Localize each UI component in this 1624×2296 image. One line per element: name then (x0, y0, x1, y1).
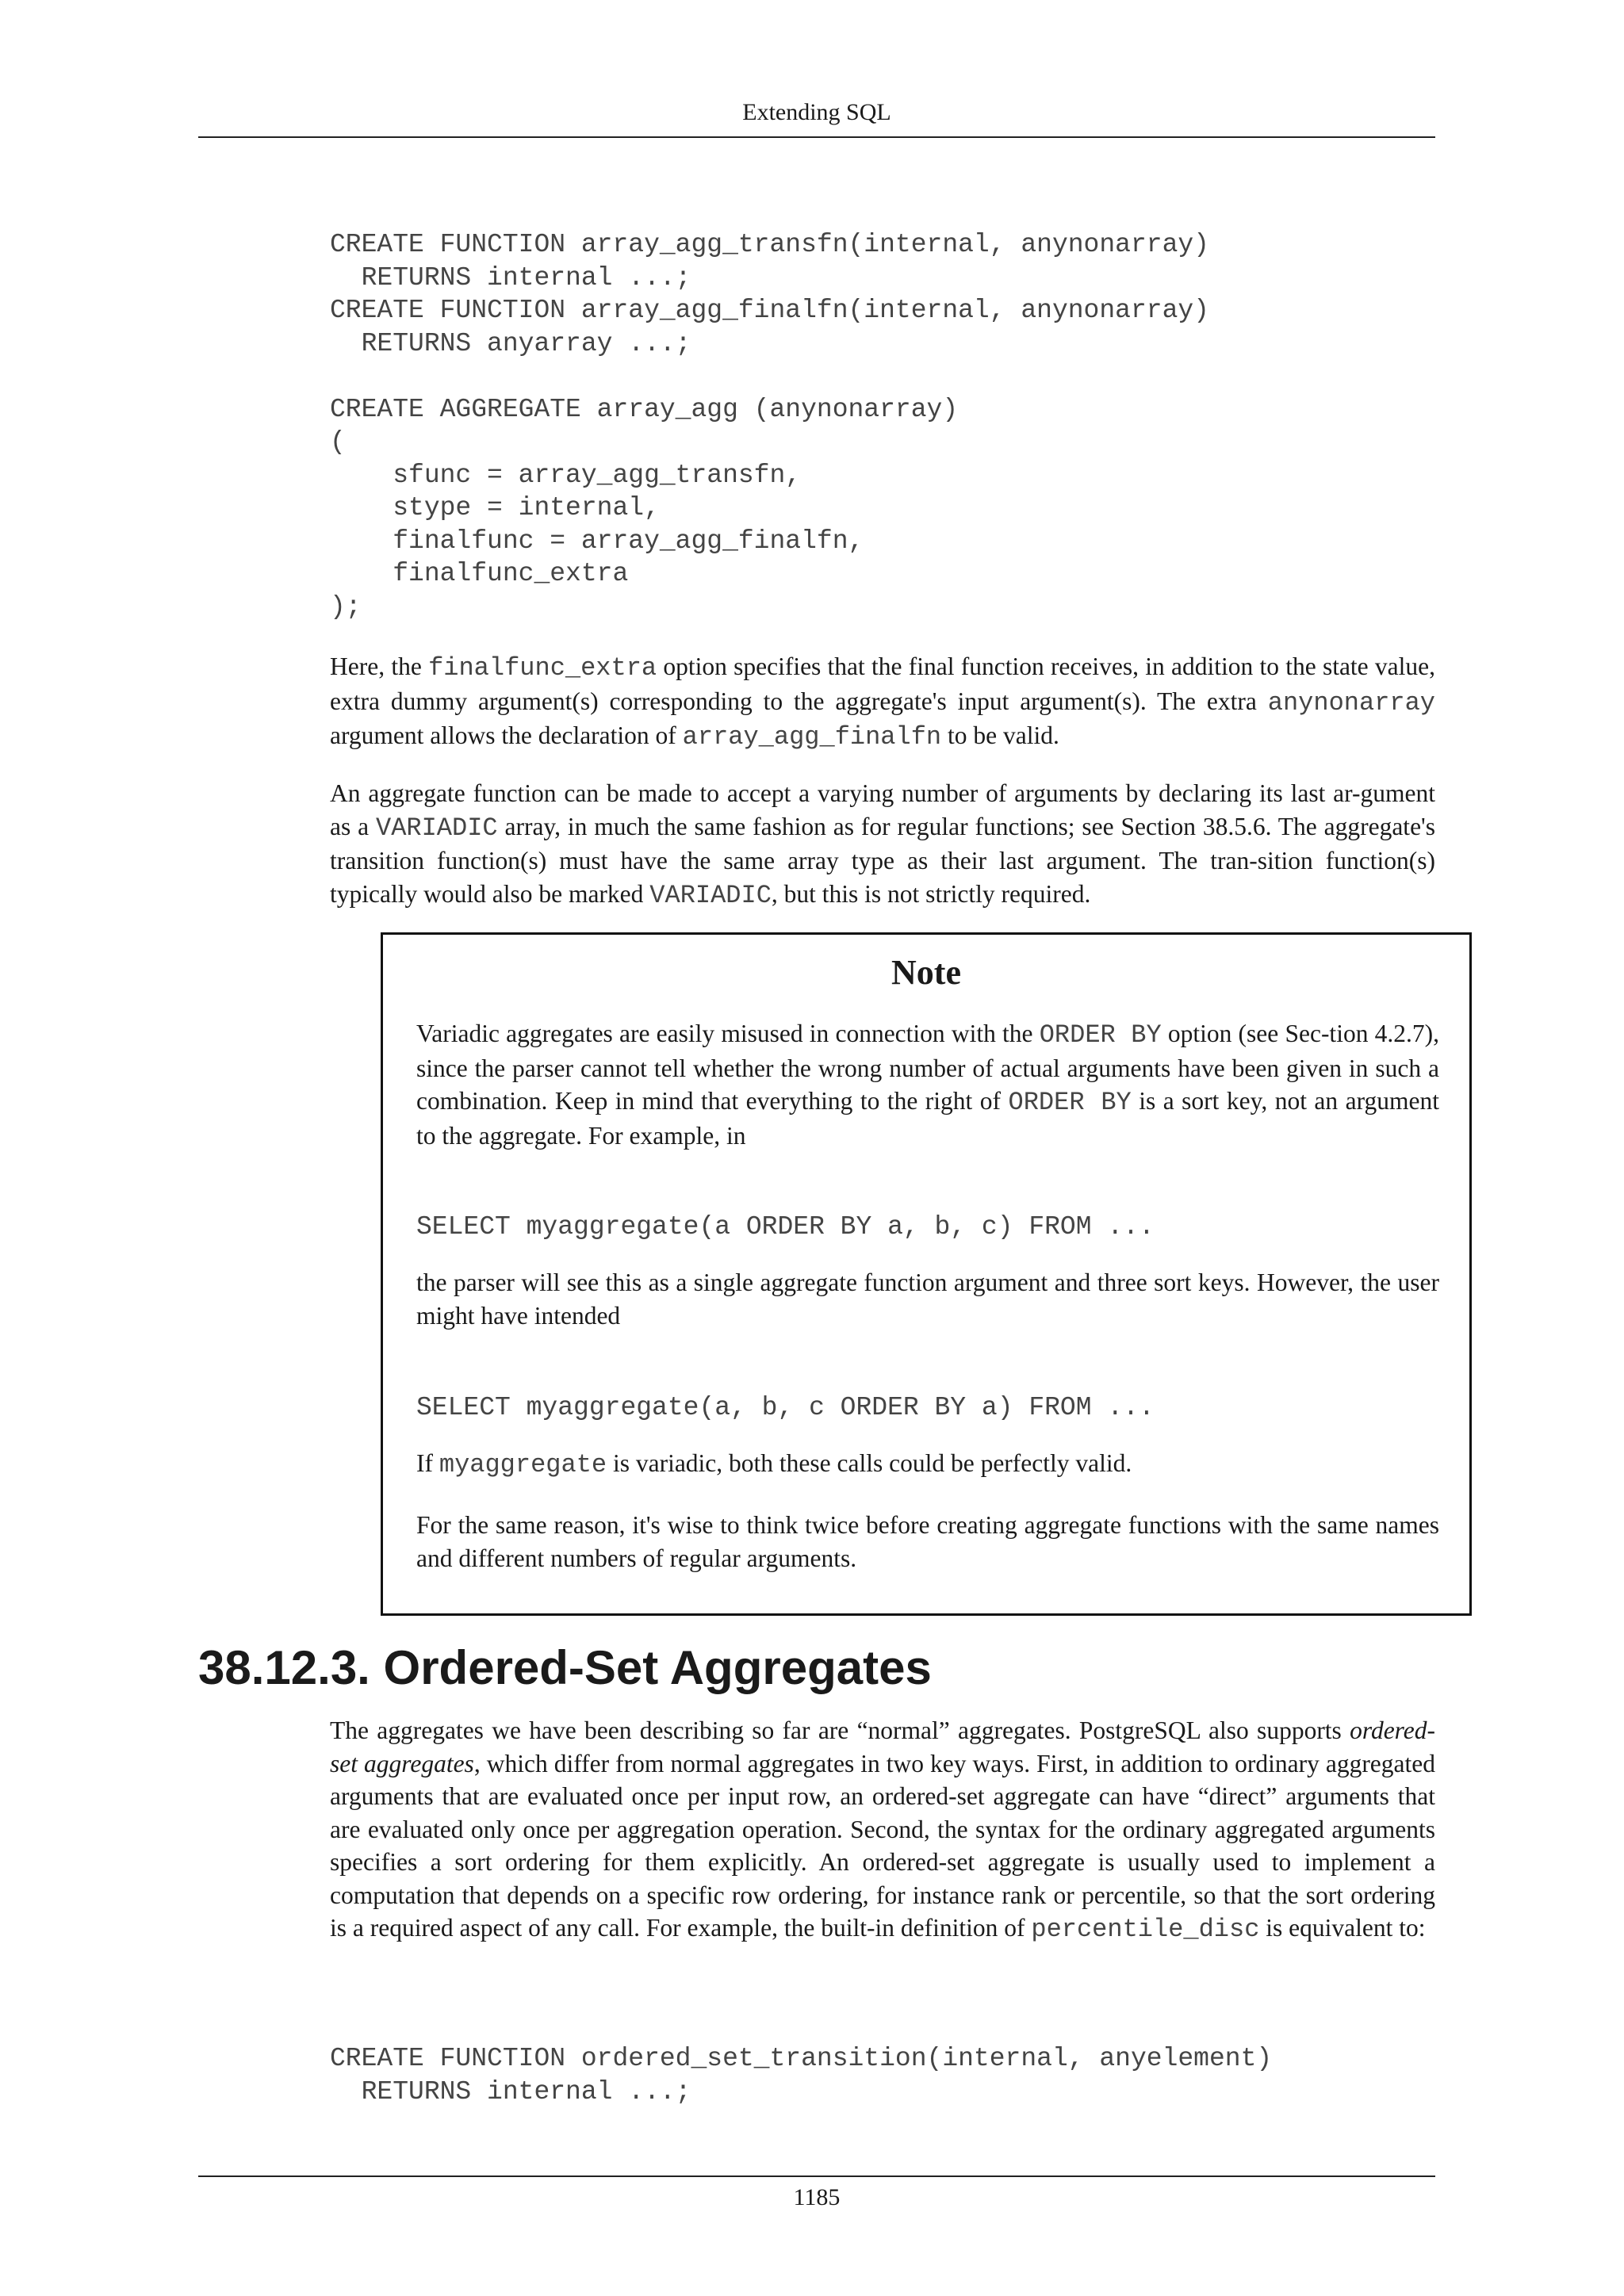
note-title: Note (891, 953, 961, 992)
note-paragraph: For the same reason, it's wise to think twice before creating aggregate functions with the same names and different numbers of regular arguments. (416, 1511, 1439, 1572)
inline-code: anynonarray (1267, 687, 1435, 718)
note-paragraph: Variadic aggregates are easily misused in connection with the ORDER BY option (see Sec-tion 4.2.7), since the parser cannot tell whether the wrong number of actual arguments have been given in such a combination. Keep in mind that everything to the right of ORDER BY is a sort key, not an argument to the aggregate. For example, in (416, 1020, 1440, 1150)
page-number: 1185 (793, 2184, 841, 2210)
inline-code: ORDER BY (1008, 1088, 1132, 1117)
code-block-ordered-set: CREATE FUNCTION ordered_set_transition(internal, anyelement) RETURNS internal ...; (330, 2044, 1273, 2107)
paragraph-variadic: An aggregate function can be made to accept a varying number of arguments by declaring its last ar-gument as a VARIADIC array, in much the same fashion as for regular functions; see Section 38.5.6. The aggregate's transition function(s) must have the same array type as their last argument. The tran-sition function(s) typically would also be marked VARIADIC, but this is not strictly required. (330, 779, 1435, 910)
inline-code: ORDER BY (1039, 1020, 1162, 1050)
note-paragraph: If myaggregate is variadic, both these calls could be perfectly valid. (416, 1449, 1132, 1479)
header-rule (198, 136, 1435, 138)
section-heading: 38.12.3. Ordered-Set Aggregates (198, 1641, 932, 1694)
note-code-example-1: SELECT myaggregate(a ORDER BY a, b, c) FROM ... (416, 1212, 1155, 1242)
inline-code: VARIADIC (375, 813, 498, 843)
emphasis: ordered-set aggregates (330, 1716, 1435, 1777)
paragraph-ordered-set: The aggregates we have been describing so far are “normal” aggregates. PostgreSQL also supports ordered-set aggregates, which differ from normal aggregates in two key ways. First, in addition to ordinary aggregated arguments that are evaluated once per input row, an ordered-set aggregate can have “direct” arguments that are evaluated only once per aggregation operation. Second, the syntax for the ordinary aggregated arguments specifies a sort ordering for them explicitly. An ordered-set aggregate is usually used to implement a computation that depends on a specific row ordering, for instance rank or percentile, so that the sort ordering is a required aspect of any call. For example, the built-in definition of percentile_disc is equivalent to: (330, 1716, 1435, 1944)
code-block-array-agg: CREATE FUNCTION array_agg_transfn(internal, anynonarray) RETURNS internal ...; CREATE FUNCTION array_agg_finalfn(internal, anynonarray) RETURNS anyarray ...; CREATE AGGREGATE array_agg (anynonarray) ( sfunc = array_agg_transfn, stype = internal, finalfunc = array_agg_finalfn, finalfunc_extra ); (330, 230, 1209, 622)
note-code-example-2: SELECT myaggregate(a, b, c ORDER BY a) FROM ... (416, 1393, 1155, 1422)
inline-code: finalfunc_extra (428, 653, 657, 683)
footer-rule (198, 2175, 1435, 2177)
running-header: Extending SQL (742, 99, 891, 125)
paragraph-finalfunc-extra: Here, the finalfunc_extra option specifies that the final function receives, in addition to the state value, extra dummy argument(s) corresponding to the aggregate's input argument(s). The extra anynonarray argument allows the declaration of array_agg_finalfn to be valid. (330, 652, 1436, 752)
inline-code: VARIADIC (649, 880, 772, 910)
note-paragraph: the parser will see this as a single aggregate function argument and three sort keys. However, the user might have intended (416, 1269, 1439, 1330)
inline-code: array_agg_finalfn (682, 722, 942, 752)
inline-code: percentile_disc (1031, 1915, 1260, 1944)
inline-code: myaggregate (439, 1450, 607, 1479)
note-box (381, 932, 1472, 1616)
